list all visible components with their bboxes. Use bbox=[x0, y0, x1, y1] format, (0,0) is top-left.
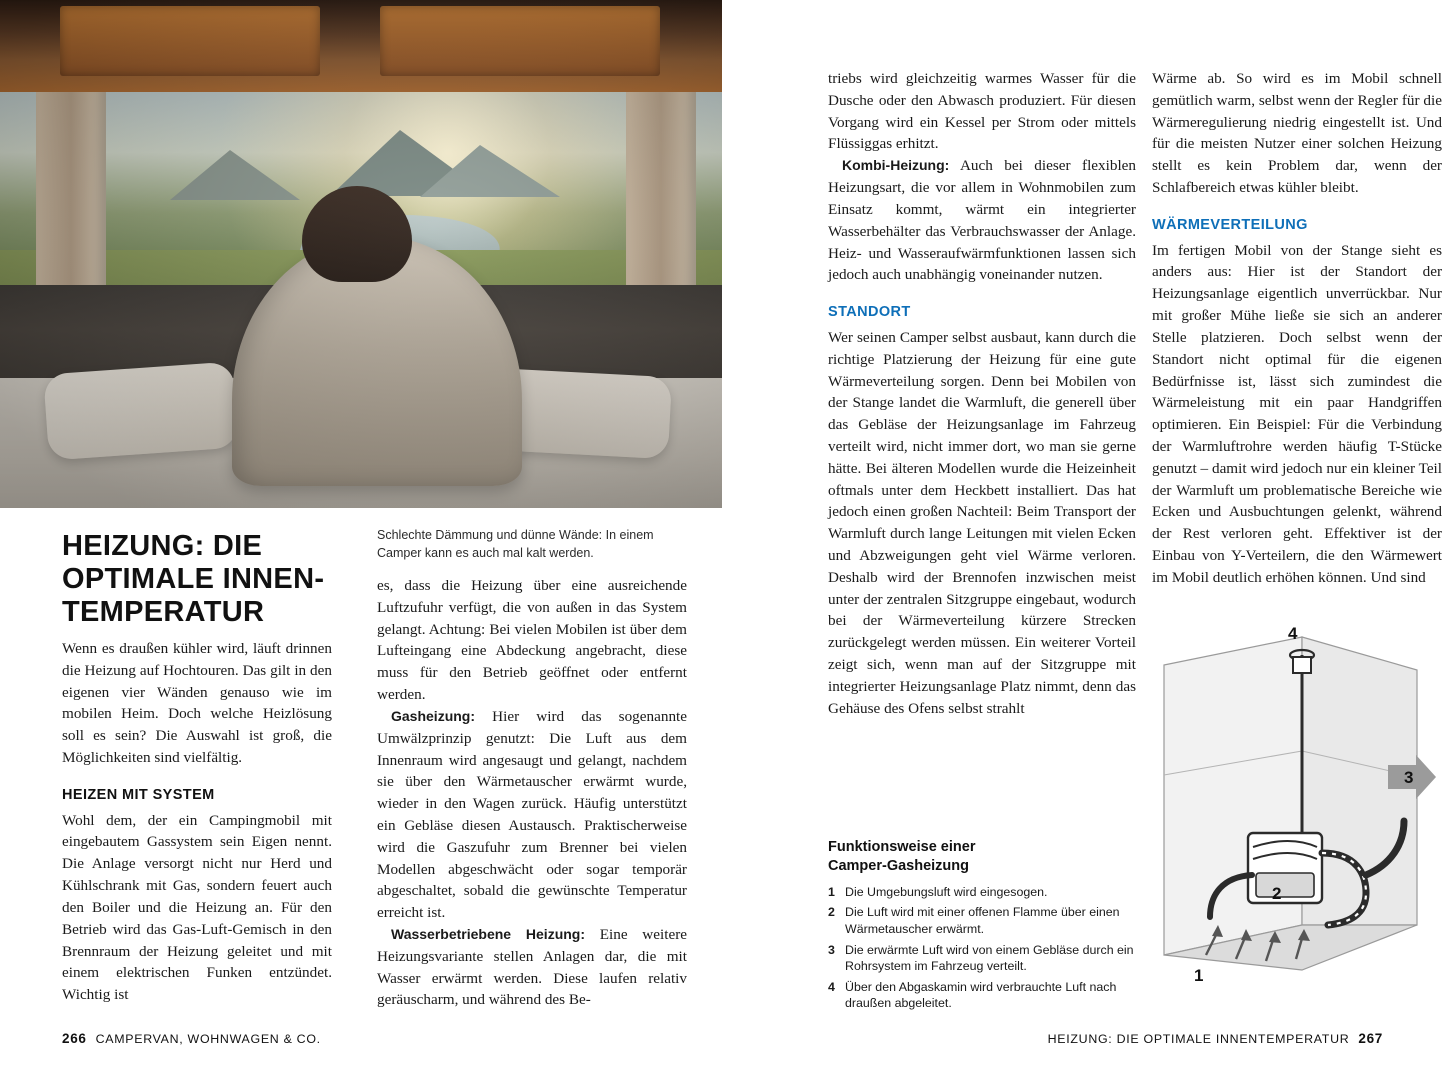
body-paragraph-gasheizung bbox=[377, 706, 687, 924]
body-paragraph: es, dass die Heizung über eine ausreichende Luftzufuhr verfügt, die von außen in das System gelangt. Achtung: Bei vielen Mobilen ist über dem Lufteingang eine Abdeckung angebracht, diese muss für den Betrieb geöffnet oder entfernt werden. bbox=[377, 577, 687, 704]
legend-item-text: Die Umgebungsluft wird eingesogen. bbox=[845, 884, 1048, 899]
body-paragraph-wasserheizung bbox=[377, 924, 687, 1011]
body-text: Hier wird das sogenannte Umwälzprinzip genutzt: Die Luft aus dem Innenraum wird angesaugt und gelangt, nachdem sie über den Wärmetauscher erwärmt wurde, wieder in den Wagen zurück. Häufig unterstützt ein Gebläse diesen Austausch. Praktischerweise wird die Gaszufuhr zum Brenner bei vielen Modellen abgeschwächt oder sogar temporär abgeschaltet, sobald die gewünschte Temperatur erreicht ist. bbox=[377, 707, 687, 922]
body-paragraph: Im fertigen Mobil von der Stange sieht es anders aus: Hier ist der Standort der Heizungsanlage eigentlich unverrückbar. Nur mit großer Mühe ließe sie sich an anderer Stelle platzieren. Doch selbst wenn der Standort nicht optimal für die eigenen Bedürfnisse ist, lässt sich zumindest die Wärmeleistung mit ein paar Handgriffen optimieren. Ein Beispiel: Für die Verbindung der Warmluftrohre werden häufig T-Stücke genutzt – damit wird jedoch nur ein kleiner Teil der Warmluft um problematische Bereiche wie Ecken und Ausbuchtungen gelenkt, während der Rest verloren geht. Effektiver ist der Einbau von Y-Verteilern, die den Wärmewert im Mobil deutlich erhöhen können. Und sind bbox=[1152, 241, 1442, 586]
body-paragraph: triebs wird gleichzeitig warmes Wasser für die Dusche oder den Abwasch produziert. Für diesen Vorgang wird ein Kessel per Strom oder mittels Flüssiggas erhitzt. bbox=[828, 70, 1136, 153]
run-in-heading-wasserbetriebene-heizung: Wasserbetriebene Heizung: bbox=[391, 926, 586, 942]
legend-item-number: 1 bbox=[828, 884, 835, 899]
legend-item bbox=[828, 979, 1136, 1012]
legend-item-number: 3 bbox=[828, 942, 835, 957]
legend-item bbox=[828, 904, 1136, 937]
body-text: Eine weitere Heizungsvariante stellen Anlagen dar, die mit Wasser erwärmt werden. Diese laufen relativ geräuscharm, und während des Be- bbox=[377, 926, 687, 1009]
camper-gas-heater-diagram bbox=[1152, 625, 1444, 1000]
left-page bbox=[0, 0, 722, 1072]
body-paragraph: Wer seinen Camper selbst ausbaut, kann durch die richtige Platzierung der Heizung für eine gute Wärmeverteilung sorgen. Denn bei Mobilen von der Stange landet die Warmluft, die generell über das Gebläse der Heizungsanlage im Fahrzeug verteilt wird, nicht immer dort, wo man sie gerne hätte. Bei älteren Modellen wurde die Heizeinheit oftmals unter dem Heckbett installiert. Das hat jedoch einen großen Nachteil: Beim Transport der Warmluft durch lange Leitungen mit vielen Ecken und Abzweigungen geht viel Wärme verloren. Deshalb wird der Brennofen inzwischen meist unter der zentralen Sitzgruppe eingebaut, wodurch bei der Wärmeverteilung kürzere Strecken zurückgelegt werden müssen. Ein weiterer Vorteil zeigt sich, wenn man auf der Sitzgruppe mit integrierter Heizungsanlage Platz nimmt, denn das Gehäuse des Ofens selbst strahlt bbox=[828, 328, 1136, 717]
figure-legend bbox=[828, 838, 1136, 1016]
intro-paragraph: Wenn es draußen kühler wird, läuft drinnen die Heizung auf Hochtouren. Das gilt in den eigenen vier Wänden genauso wie im mobilen Heim. Doch welche Heizlösung soll es sein? Die Auswahl ist groß, die Möglichkeiten sind vielfältig. bbox=[62, 640, 332, 767]
camper-interior-photo bbox=[0, 0, 722, 508]
photo-caption: Schlechte Dämmung und dünne Wände: In einem Camper kann es auch mal kalt werden. bbox=[377, 528, 654, 560]
subheading-heizen-mit-system: HEIZEN MIT SYSTEM bbox=[62, 786, 215, 803]
footer-left bbox=[62, 1031, 321, 1046]
run-in-heading-gasheizung: Gasheizung: bbox=[391, 707, 476, 724]
legend-title bbox=[828, 838, 1136, 876]
diagram-svg bbox=[1152, 625, 1444, 1000]
legend-item bbox=[828, 942, 1136, 975]
legend-item bbox=[828, 884, 1136, 901]
page-title: HEIZUNG: DIE OPTIMALE INNEN- TEMPERATUR bbox=[62, 530, 325, 629]
right-column-2 bbox=[1152, 68, 1442, 589]
footer-text-right: HEIZUNG: DIE OPTIMALE INNENTEMPERATUR bbox=[1047, 1031, 1350, 1046]
left-column-2 bbox=[377, 575, 687, 1011]
page-number-right: 267 bbox=[1358, 1031, 1383, 1046]
legend-item-text: Über den Abgaskamin wird verbrauchte Luft nach draußen abgeleitet. bbox=[845, 979, 1117, 1011]
footer-text-left: CAMPERVAN, WOHNWAGEN & CO. bbox=[95, 1031, 321, 1046]
legend-list bbox=[828, 884, 1136, 1012]
photo-vignette bbox=[0, 0, 722, 508]
left-column-1 bbox=[62, 638, 332, 1006]
subheading-waermeverteilung: WÄRMEVERTEILUNG bbox=[1152, 216, 1308, 233]
diagram-marker-1: 1 bbox=[1194, 966, 1204, 985]
body-paragraph: Wohl dem, der ein Campingmobil mit eingebautem Gassystem sein Eigen nennt. Die Anlage versorgt nicht nur Herd und Kühlschrank mit Gas, sondern feuert auch den Boiler und die Heizung an. Für den Betrieb wird das Gas-Luft-Gemisch in den Brennraum der Heizung geleitet und mit einem elektrischen Funken entzündet. Wichtig ist bbox=[62, 811, 332, 1004]
diagram-marker-2: 2 bbox=[1272, 884, 1282, 903]
legend-item-number: 2 bbox=[828, 905, 835, 920]
page-number-left: 266 bbox=[62, 1031, 87, 1046]
legend-title-line2: Camper-Gasheizung bbox=[828, 857, 969, 874]
body-text: Auch bei dieser flexiblen Heizungsart, die vor allem in Wohnmobilen zum Einsatz kommt, wärmt ein integrierter Wasserbehälter das Verbrauchswasser der Anlage. Heiz- und Wasseraufwärmfunktionen lassen sich jedoch auch unabhängig voneinander nutzen. bbox=[828, 157, 1136, 284]
body-paragraph: Wärme ab. So wird es im Mobil schnell gemütlich warm, selbst wenn der Regler für die Wärmeregulierung niedrig eingestellt ist. Und für die meisten Nutzer einer solchen Heizung stellt es kein Problem dar, wenn der Schlafbereich etwas kühler bleibt. bbox=[1152, 70, 1442, 197]
legend-item-number: 4 bbox=[828, 979, 835, 994]
subheading-standort: STANDORT bbox=[828, 304, 911, 321]
legend-item-text: Die erwärmte Luft wird von einem Gebläse durch ein Rohrsystem im Fahrzeug verteilt. bbox=[845, 942, 1134, 974]
body-paragraph-kombiheizung bbox=[828, 155, 1136, 286]
right-column-1 bbox=[828, 68, 1136, 720]
run-in-heading-kombi-heizung: Kombi-Heizung: bbox=[842, 157, 950, 174]
legend-title-line1: Funktionsweise einer bbox=[828, 839, 976, 855]
diagram-marker-3: 3 bbox=[1404, 768, 1414, 787]
diagram-marker-4: 4 bbox=[1288, 625, 1298, 643]
legend-item-text: Die Luft wird mit einer offenen Flamme über einen Wärmetauscher erwärmt. bbox=[845, 905, 1120, 936]
footer-right bbox=[1048, 1031, 1383, 1046]
